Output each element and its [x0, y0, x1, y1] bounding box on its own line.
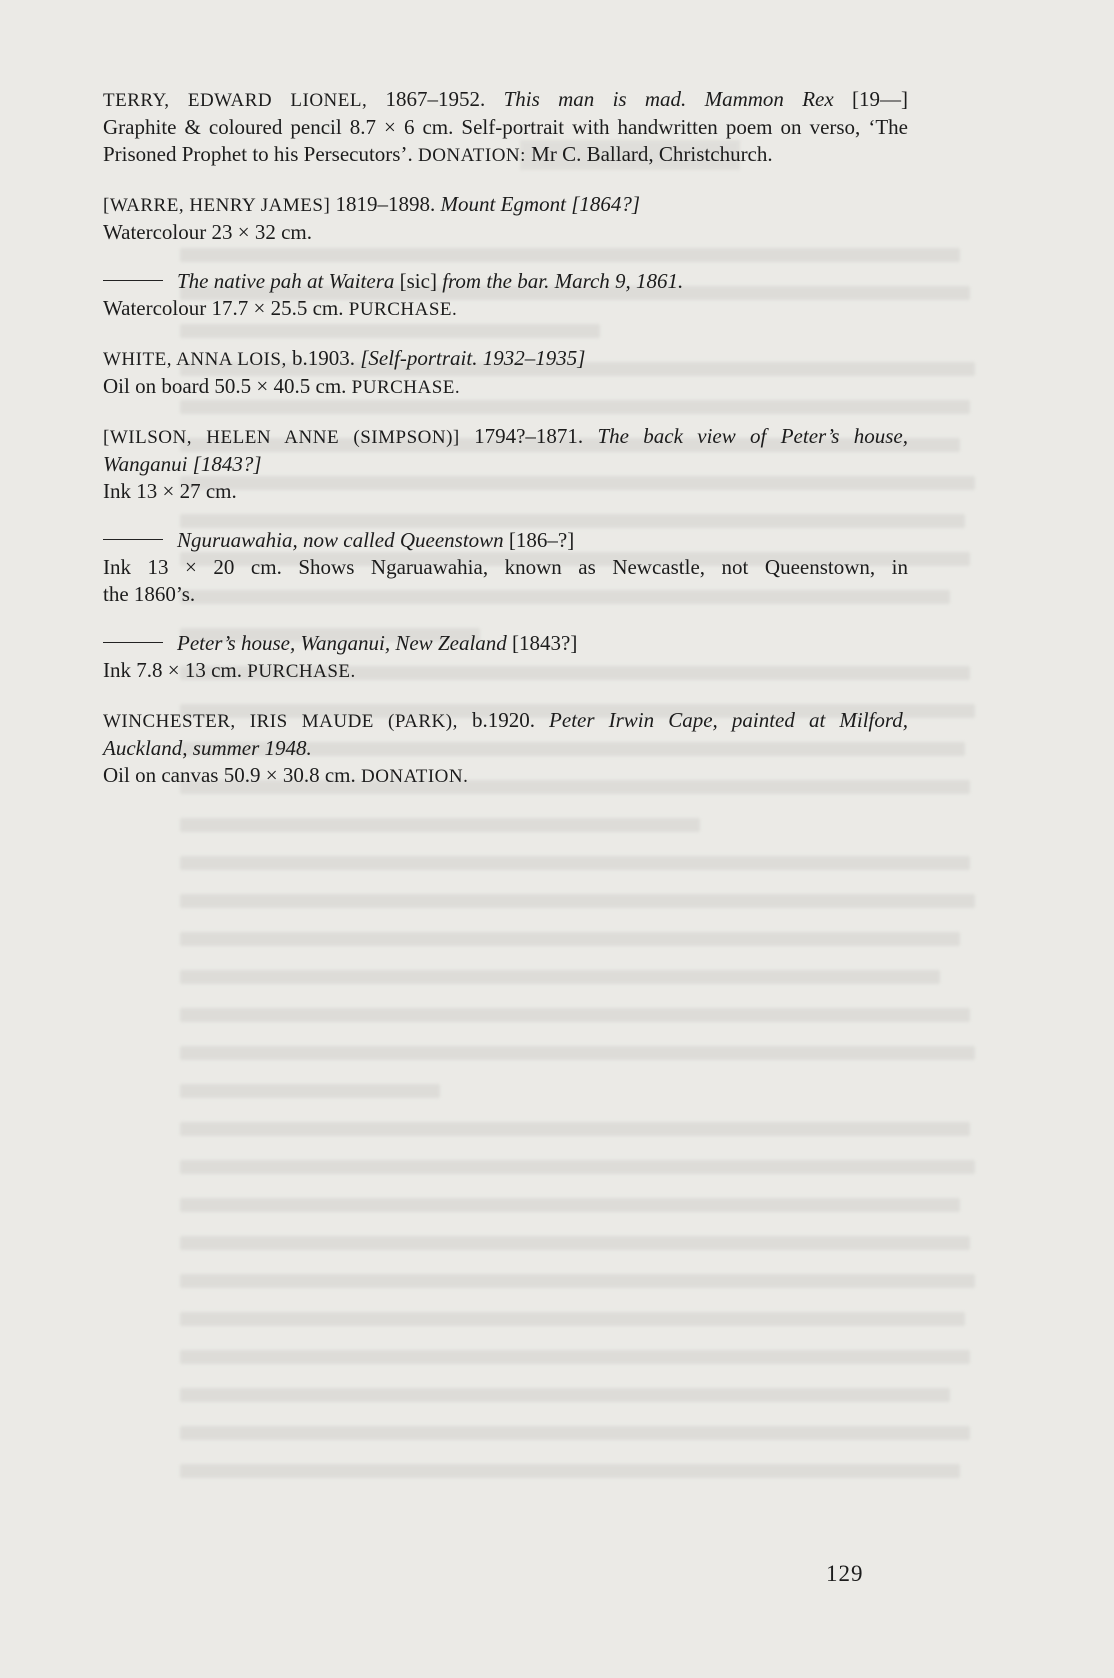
catalogue-entry — [103, 191, 908, 246]
artist-dates: 1819–1898. — [330, 192, 441, 216]
catalogue-entry — [103, 707, 908, 790]
artist-dates: 1794?–1871. — [459, 424, 598, 448]
work-title: The native pah at Waitera — [177, 269, 395, 293]
work-title-cont: from the bar. March 9, 1861. — [442, 269, 684, 293]
work-description: Ink 13 × 20 cm. Shows Ngaruawahia, known as Newcastle, not Queenstown, in — [103, 555, 908, 579]
catalogue-entry — [103, 345, 908, 401]
work-date: [1843?] — [187, 452, 262, 476]
sic-note: [sic] — [394, 269, 443, 293]
acquisition-type: PURCHASE. — [351, 377, 461, 398]
artist-dates: 1867–1952. — [367, 87, 504, 111]
ditto-dash — [103, 539, 163, 540]
catalogue-entry — [103, 630, 908, 685]
work-description: Graphite & coloured pencil 8.7 × 6 cm. Self-portrait with handwritten poem on verso, ‘The Prisoned Prophet to his Persecutors’. — [103, 115, 908, 166]
work-description: Oil on board 50.5 × 40.5 cm. — [103, 374, 347, 398]
page-number: 129 — [826, 1561, 864, 1586]
work-date: [19—] — [833, 87, 908, 111]
catalogue-entries — [103, 86, 908, 812]
acquisition-type: PURCHASE. — [348, 299, 458, 320]
work-description: Ink 7.8 × 13 cm. — [103, 658, 242, 682]
work-title: The back view of Peter’s house, — [597, 424, 908, 448]
work-description: Watercolour 23 × 32 cm. — [103, 220, 313, 244]
work-description-cont: the 1860’s. — [103, 582, 196, 606]
ditto-dash — [103, 642, 163, 643]
work-date: [1843?] — [506, 631, 578, 655]
work-title: Mount Egmont — [440, 192, 566, 216]
work-title: [Self-portrait. 1932–1935] — [360, 346, 586, 370]
acquisition-type: DONATION. — [360, 766, 469, 787]
work-title-cont: Auckland, summer 1948. — [103, 736, 312, 760]
ditto-dash — [103, 280, 163, 281]
work-description: Watercolour 17.7 × 25.5 cm. — [103, 296, 344, 320]
artist-dates: b.1920. — [457, 708, 550, 732]
artist-name: [WARRE, HENRY JAMES] — [103, 195, 331, 216]
work-title: Peter’s house, Wanganui, New Zealand — [177, 631, 507, 655]
artist-name: WHITE, ANNA LOIS, — [103, 349, 287, 370]
acquisition-source: Mr C. Ballard, Christchurch. — [525, 142, 773, 166]
work-title: This man is mad. Mammon Rex — [503, 87, 834, 111]
catalogue-entry — [103, 423, 908, 505]
artist-name: [WILSON, HELEN ANNE (SIMPSON)] — [103, 427, 460, 448]
acquisition-type: PURCHASE. — [247, 661, 356, 682]
artist-dates: b.1903. — [286, 346, 361, 370]
artist-name: WINCHESTER, IRIS MAUDE (PARK), — [103, 711, 458, 732]
catalogue-entry — [103, 86, 908, 169]
catalogue-entry — [103, 268, 908, 323]
work-description: Ink 13 × 27 cm. — [103, 479, 237, 503]
work-title-cont: Wanganui — [103, 452, 188, 476]
work-title: Peter Irwin Cape, painted at Milford, — [549, 708, 909, 732]
catalogue-entry — [103, 527, 908, 608]
acquisition-type: DONATION: — [417, 145, 526, 166]
work-description: Oil on canvas 50.9 × 30.8 cm. — [103, 763, 356, 787]
artist-name: TERRY, EDWARD LIONEL, — [103, 90, 368, 111]
work-date: [1864?] — [565, 192, 641, 216]
work-title: Nguruawahia, now called Queenstown — [177, 528, 504, 552]
work-date: [186–?] — [503, 528, 575, 552]
